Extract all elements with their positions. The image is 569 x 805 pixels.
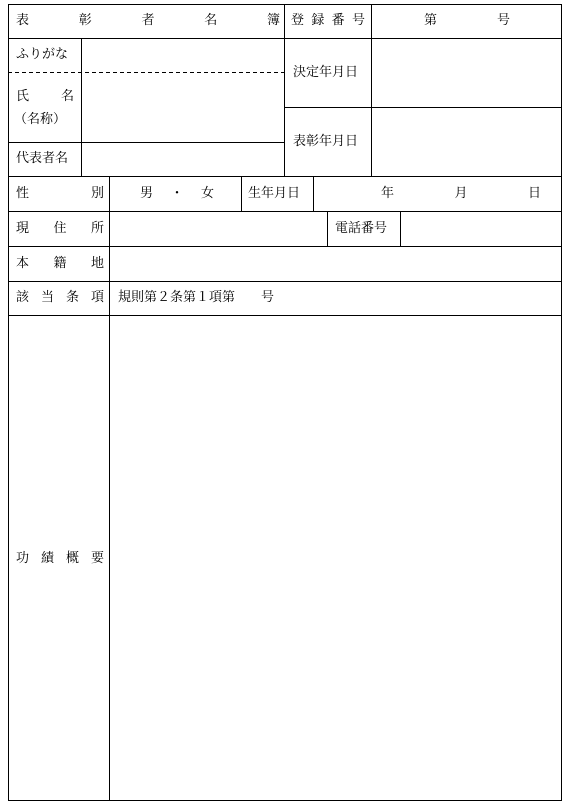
decision-date-field[interactable] <box>372 39 561 107</box>
name-label-corporate: （名称） <box>14 112 67 127</box>
birth-date-value[interactable]: 年 月 日 <box>381 186 541 201</box>
phone-field[interactable] <box>401 212 561 246</box>
achievements-field[interactable] <box>110 316 561 800</box>
decision-date-label: 決定年月日 <box>293 65 359 80</box>
name-label: 氏 名 <box>16 89 74 104</box>
sex-option-female[interactable]: 女 <box>200 186 214 201</box>
achievements-label: 功 績 概 要 <box>16 551 104 566</box>
sex-option-male[interactable]: 男 <box>140 186 154 201</box>
birth-date-label: 生年月日 <box>248 186 301 201</box>
award-date-field[interactable] <box>372 108 561 176</box>
clause-value[interactable]: 規則第２条第１項第 号 <box>118 290 275 305</box>
sex-label: 性 別 <box>16 186 104 201</box>
domicile-field[interactable] <box>110 247 561 281</box>
name-field[interactable] <box>82 73 284 142</box>
sex-options[interactable]: 男 ・ 女 <box>140 186 214 201</box>
registration-number-value: 第 号 <box>424 13 510 28</box>
clause-label: 該 当 条 項 <box>16 290 104 305</box>
address-field[interactable] <box>110 212 327 246</box>
registration-number-label: 登 録 番 号 <box>291 13 365 28</box>
form-title: 表 彰 者 名 簿 <box>16 13 280 28</box>
address-label: 現 住 所 <box>16 221 104 236</box>
domicile-label: 本 籍 地 <box>16 256 104 271</box>
representative-label: 代表者名 <box>16 151 69 166</box>
award-date-label: 表彰年月日 <box>293 134 359 149</box>
furigana-label: ふりがな <box>16 47 69 62</box>
representative-field[interactable] <box>82 143 284 176</box>
phone-label: 電話番号 <box>335 221 388 236</box>
furigana-field[interactable] <box>82 39 284 72</box>
